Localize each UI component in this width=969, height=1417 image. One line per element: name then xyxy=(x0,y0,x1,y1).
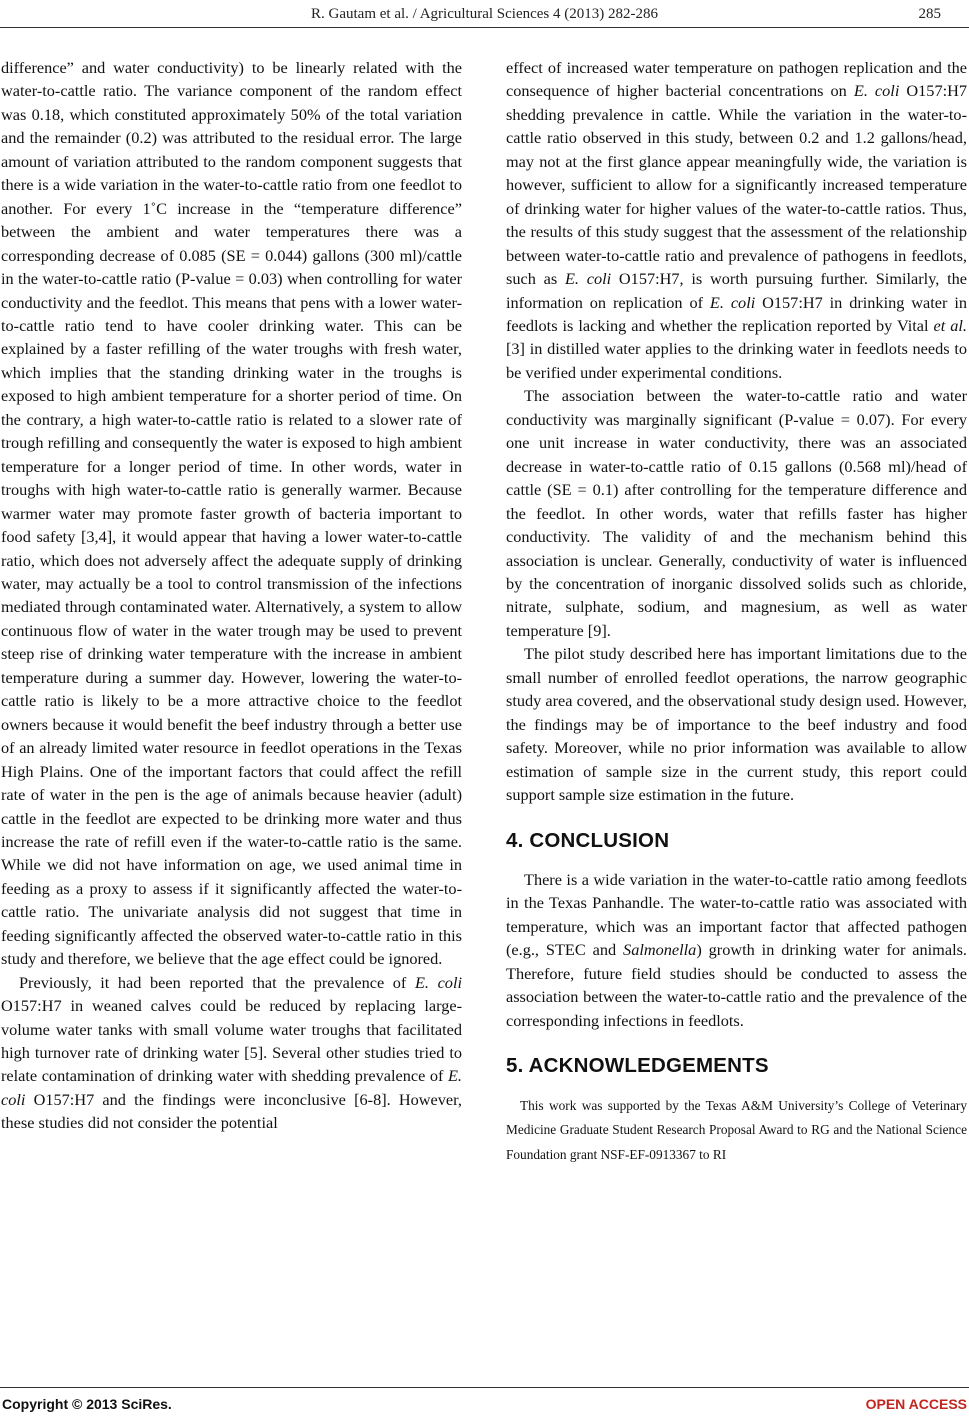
body-paragraph: The pilot study described here has important limitations due to the small number of enrolled feedlot operations, the narrow geographic study area covered, and the observational study design used. However, the findings may be of importance to the beef industry and food safety. Moreover, while no prior information was available to allow estimation of sample size in the current study, this report could support sample size estimation in the future. xyxy=(506,644,967,805)
text-run: [3] in distilled water applies to the drinking water in feedlots needs to be verified under experimental conditions. xyxy=(506,339,967,382)
text-run: ) growth in drinking water for animals. Therefore, future field studies should be conducted to assess the association between the water-to-cattle ratio and the prevalence of the corresponding infections in feedlots. xyxy=(506,940,967,1030)
text-run: O157:H7, is worth pursuing further. Similarly, the information on replication of xyxy=(506,269,968,312)
text-run: O157:H7 shedding prevalence in cattle. While the variation in the water-to-cattle ratio observed in this study, between 0.2 and 1.2 gallons/head, may not at the first glance appear meaningfully wide, the variation is however, sufficient to allow for a significantly increased temperature of drinking water for higher values of the water-to-cattle ratios. Thus, the results of this study suggest that the assessment of the relationship between water-to-cattle ratio and prevalence of pathogens in feedlots, such as xyxy=(506,81,968,289)
header-rule xyxy=(0,27,969,28)
body-paragraph xyxy=(506,56,967,384)
body-paragraph: difference” and water conductivity) to be linearly related with the water-to-cattle ratio. The variance component of the random effect was 0.18, which constituted approximately 50% of the total variation and the remainder (0.2) was attributed to the residual error. The large amount of variation attributed to the random component suggests that there is a wide variation in the water-to-cattle ratio from one feedlot to another. For every 1˚C increase in the “temperature difference” between the ambient and water temperatures there was a corresponding decrease of 0.085 (SE = 0.044) gallons (300 ml)/cattle in the water-to-cattle ratio (P-value = 0.03) when controlling for water conductivity and the feedlot. This means that pens with a lower water-to-cattle ratio tend to have cooler drinking water. This can be explained by a faster refilling of the water troughs with fresh water, which implies that the standing drinking water in the troughs is exposed to high ambient temperature for a shorter period of time. On the contrary, a high water-to-cattle ratio is related to a slower rate of trough refilling and consequently the water is exposed to high ambient temperature for a longer period of time. In other words, water in troughs with high water-to-cattle ratio is generally warmer. Because warmer water may promote faster growth of bacteria important to food safety [3,4], it would appear that having a lower water-to-cattle ratio, which does not adversely affect the adequate supply of drinking water, may actually be a tool to control transmission of the infections mediated through contaminated water. Alternatively, a system to allow continuous flow of water in the water trough may be used to prevent steep rise of drinking water temperature with the increase in ambient temperature during a summer day. However, lowering the water-to-cattle ratio is likely to be a more attractive choice to the feedlot owners because it would benefit the beef industry through a better use of an already limited water resource in feedlot operations in the Texas High Plains. One of the important factors that could affect the refill rate of water in the pen is the age of animals because heavier (adult) cattle in the feedlot are expected to be drinking more water and thus increase the rate of refill even if the water-to-cattle ratio is the same. While we did not have information on age, we used animal time in feeding as a proxy to assess if it significantly affected the water-to-cattle ratio. The univariate analysis did not suggest that time in feeding significantly affected the observed water-to-cattle ratio in this study and therefore, we believe that the age effect could be ignored. xyxy=(1,58,462,969)
left-column xyxy=(1,56,462,1135)
text-run: Previously, it had been reported that the prevalence of xyxy=(19,972,415,992)
copyright-notice: Copyright © 2013 SciRes. xyxy=(2,1396,172,1412)
citation-etal: et al. xyxy=(933,315,967,335)
species-name: E. coli xyxy=(709,292,756,312)
acknowledgement-text: This work was supported by the Texas A&M University’s College of Veterinary Medicine Graduate Student Research Proposal Award to RG and the National Science Foundation grant NSF-EF-0913367 to RI xyxy=(506,1097,967,1162)
right-column xyxy=(506,56,967,1167)
species-name: Salmonella xyxy=(623,940,697,960)
section-heading-conclusion: 4. CONCLUSION xyxy=(506,828,670,852)
body-paragraph xyxy=(506,868,967,1032)
species-name: E. coli xyxy=(564,269,612,289)
open-access-label[interactable]: OPEN ACCESS xyxy=(865,1396,967,1412)
text-run: O157:H7 in weaned calves could be reduced by replacing large-volume water tanks with small volume water troughs that facilitated high turnover rate of drinking water [5]. Several other studies tried to relate contamination of drinking water with shedding prevalence of xyxy=(1,996,462,1086)
page-number: 285 xyxy=(918,6,941,22)
text-run: effect of increased water temperature on pathogen replication and the consequence of higher bacterial concentrations on xyxy=(506,58,967,101)
text-run: O157:H7 and the findings were inconclusive [6-8]. However, these studies did not consider the potential xyxy=(1,1089,462,1133)
species-name: E. coli xyxy=(1,1066,462,1109)
body-paragraph xyxy=(1,971,462,1135)
species-name: E. coli xyxy=(414,972,462,992)
footer-rule xyxy=(0,1387,969,1388)
running-header xyxy=(0,4,969,28)
text-run: O157:H7 in drinking water in feedlots is lacking and whether the replication reported by Vital xyxy=(506,292,967,335)
species-name: E. coli xyxy=(853,81,900,101)
section-heading-acknowledgements: 5. ACKNOWLEDGEMENTS xyxy=(506,1054,769,1078)
text-run: There is a wide variation in the water-to-cattle ratio among feedlots in the Texas Panhandle. The water-to-cattle ratio was associated with temperature, which was an important factor that affected pathogen (e.g., STEC and xyxy=(506,869,967,960)
running-title: R. Gautam et al. / Agricultural Sciences 4 (2013) 282-286 xyxy=(311,6,658,22)
body-paragraph: The association between the water-to-cattle ratio and water conductivity was marginally significant (P-value = 0.07). For every one unit increase in water conductivity, there was an associated decrease in water-to-cattle ratio of 0.15 gallons (0.568 ml)/head of cattle (SE = 0.1) after controlling for the temperature difference and the feedlot. In other words, water that refills faster has higher conductivity. The validity of and the mechanism behind this association is unclear. Generally, conductivity of water is influenced by the concentration of inorganic dissolved solids such as chloride, nitrate, sulphate, sodium, and magnesium, as well as water temperature [9]. xyxy=(506,386,967,640)
